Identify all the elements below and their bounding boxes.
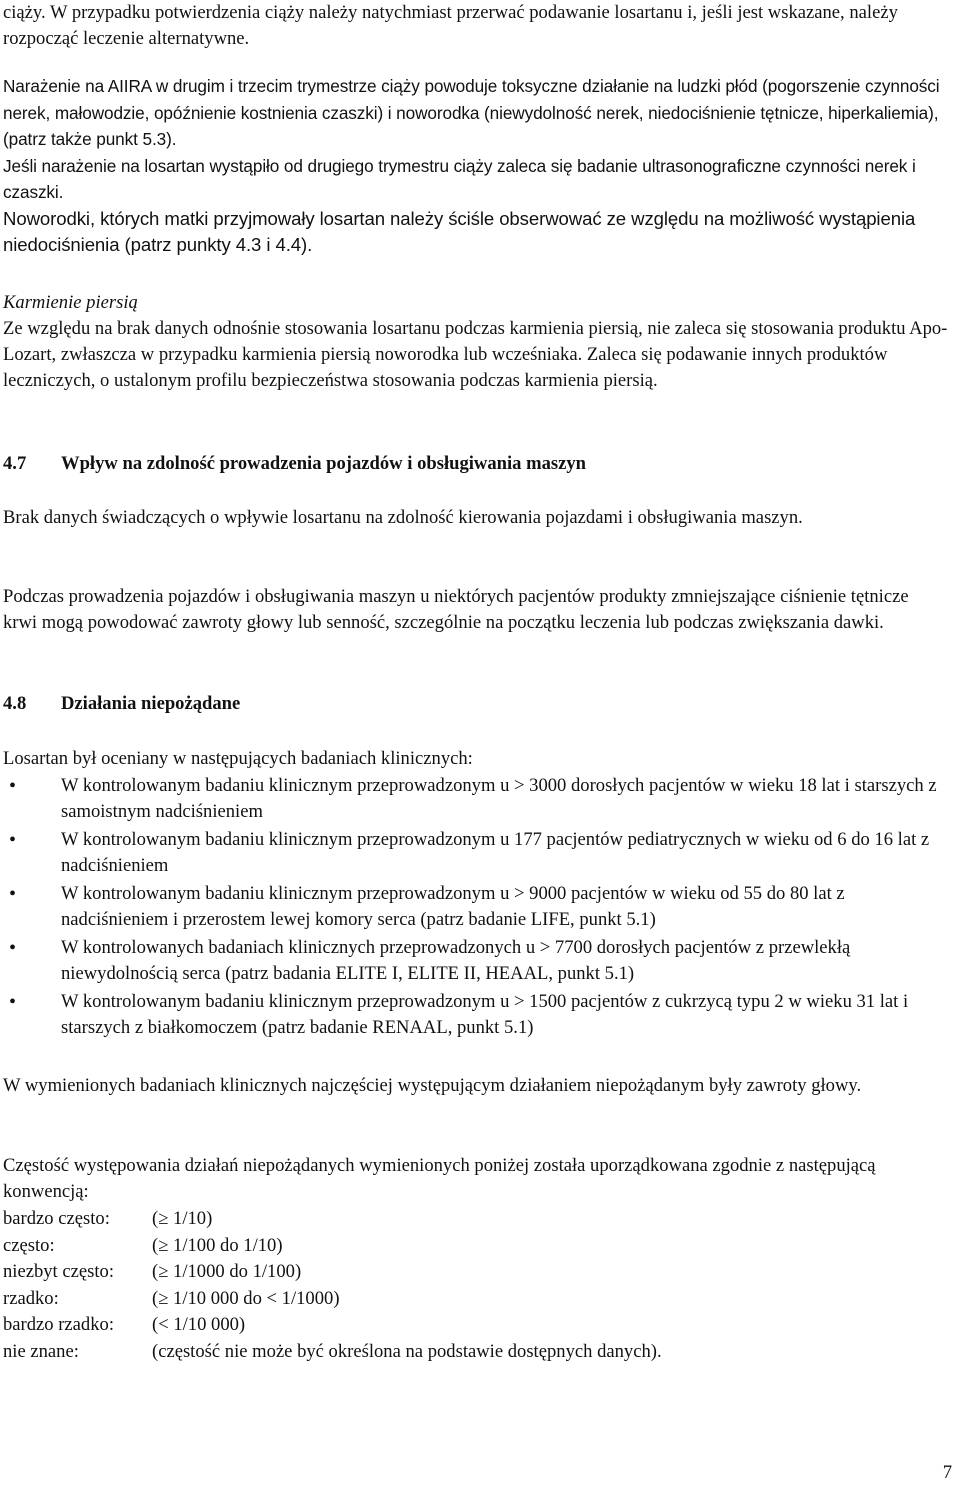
breastfeeding-title: Karmienie piersią [3,292,138,313]
frequency-term: rzadko: [3,1287,59,1309]
trials-list [3,773,948,1041]
frequency-value: (≥ 1/10) [152,1208,213,1229]
list-item: • W kontrolowanym badaniu klinicznym przeprowadzonym u > 1500 pacjentów z cukrzycą typu 2 w wieku 31 lat i starszych z białkomoczem (patrz badanie RENAAL, punkt 5.1) [3,989,948,1041]
section-title: Działania niepożądane [61,693,241,714]
table-row [3,1206,955,1233]
paragraph-ultrasound: Jeśli narażenie na losartan wystąpiło od drugiego trymestru ciąży zaleca się badanie ultrasonograficzne czynności nerek i czaszki. [3,155,916,202]
section-heading-4-7 [3,451,586,477]
frequency-value: (≥ 1/10 000 do < 1/1000) [152,1287,340,1309]
frequency-table [3,1206,955,1365]
narrow-block [3,73,955,259]
paragraph-exposure: Narażenie na AIIRA w drugim i trzecim trymestrze ciąży powoduje toksyczne działanie na ludzki płód (pogorszenie czynności nerek, małowodzie, opóźnienie kostnienia czaszki) i noworodka (niewydolność nerek, niedociśnienie tętnicze, hiperkaliemia), (patrz także punkt 5.3). [3,76,940,149]
list-item: • W kontrolowanym badaniu klinicznym przeprowadzonym u 177 pacjentów pediatrycznych w wieku od 6 do 16 lat z nadciśnieniem [3,827,948,879]
frequency-value: (< 1/10 000) [152,1314,246,1335]
list-item: • W kontrolowanym badaniu klinicznym przeprowadzonym u > 3000 dorosłych pacjentów w wieku 18 lat i starszych z samoistnym nadciśnieniem [3,773,948,825]
paragraph-4-7-b: Podczas prowadzenia pojazdów i obsługiwania maszyn u niektórych pacjentów produkty zmniejszające ciśnienie tętnicze krwi mogą powodować zawroty głowy lub senność, szczególnie na początku leczenia lub podczas zwiększania dawki. [3,586,909,633]
section-number: 4.8 [3,693,27,714]
table-row [3,1233,955,1260]
paragraph-most-common: W wymienionych badaniach klinicznych najczęściej występującym działaniem niepożądanym były zawroty głowy. [3,1075,862,1096]
page-number: 7 [942,1462,952,1483]
frequency-value: (≥ 1/1000 do 1/100) [152,1261,302,1282]
table-row [3,1286,955,1313]
table-row [3,1339,955,1366]
frequency-term: bardzo rzadko: [3,1314,114,1335]
paragraph-breastfeeding: Ze względu na brak danych odnośnie stosowania losartanu podczas karmienia piersią, nie zaleca się stosowania produktu Apo-Lozart, zwłaszcza w przypadku karmienia piersią noworodka lub wcześniaka. Zaleca się podawanie innych produktów leczniczych, o ustalonym profilu bezpieczeństwa stosowania podczas karmienia piersią. [3,318,948,391]
section-title: Wpływ na zdolność prowadzenia pojazdów i obsługiwania maszyn [61,453,587,474]
list-item: • W kontrolowanych badaniach klinicznych przeprowadzonych u > 7700 dorosłych pacjentów z przewlekłą niewydolnością serca (patrz badania ELITE I, ELITE II, HEAAL, punkt 5.1) [3,935,948,987]
list-item: • W kontrolowanym badaniu klinicznym przeprowadzonym u > 9000 pacjentów w wieku od 55 do 80 lat z nadciśnieniem i przerostem lewej komory serca (patrz badanie LIFE, punkt 5.1) [3,881,948,933]
paragraph-4-8-intro: Losartan był oceniany w następujących badaniach klinicznych: [3,748,473,769]
frequency-term: często: [3,1234,55,1256]
table-row [3,1312,955,1339]
section-number: 4.7 [3,453,27,474]
section-heading-4-8 [3,691,240,717]
frequency-value: (częstość nie może być określona na podstawie dostępnych danych). [152,1340,662,1362]
paragraph-convention: Częstość występowania działań niepożądanych wymienionych poniżej została uporządkowana zgodnie z następującą konwencją: [3,1155,876,1202]
frequency-term: nie znane: [3,1340,79,1362]
frequency-term: niezbyt często: [3,1261,114,1282]
frequency-term: bardzo często: [3,1208,110,1229]
frequency-value: (≥ 1/100 do 1/10) [152,1234,283,1256]
paragraph-pregnancy-end: ciąży. W przypadku potwierdzenia ciąży należy natychmiast przerwać podawanie losartanu i, jeśli jest wskazane, należy rozpocząć leczenie alternatywne. [3,2,898,49]
paragraph-4-7-a: Brak danych świadczących o wpływie losartanu na zdolność kierowania pojazdami i obsługiwania maszyn. [3,507,803,528]
table-row [3,1259,955,1286]
paragraph-newborns: Noworodki, których matki przyjmowały losartan należy ściśle obserwować ze względu na możliwość wystąpienia niedociśnienia (patrz punkty 4.3 i 4.4). [3,207,916,255]
